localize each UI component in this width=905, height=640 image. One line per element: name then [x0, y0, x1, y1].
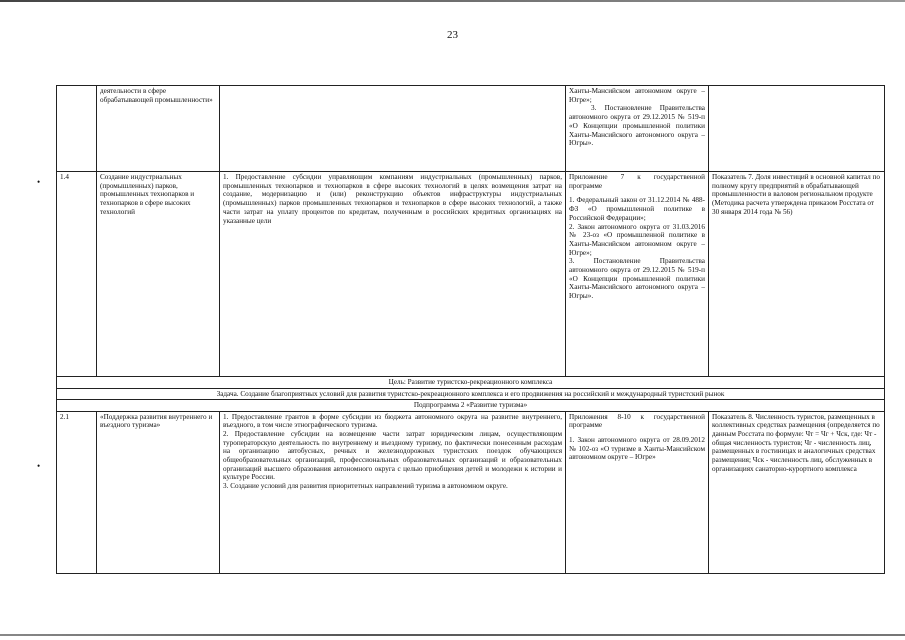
- scan-edge-top: [0, 0, 905, 2]
- task-text: Задача. Создание благоприятных условий для развития туристско-рекреационного комплекса и его продвижения на российский и международный туристский рынок: [57, 388, 885, 400]
- row-name: «Поддержка развития внутреннего и въездного туризма»: [97, 411, 220, 573]
- table-row: [57, 411, 885, 573]
- doc-item: 2. Закон автономного округа от 31.03.2016 № 23-оз «О промышленной политике в Ханты-Мансийском автономном округе – Югре»;: [569, 222, 705, 257]
- row-docs: [566, 172, 709, 377]
- measure-item: 2. Предоставление субсидии на возмещение части затрат юридическим лицам, осуществляющим туроператорскую деятельность по внутреннему и въездному туризму, по фактически понесенным расходам на организацию автобусных, речных и железнодорожных туристских поездок обучающихся общеобразовательных организаций, профессиональных образовательных организаций и образовательных организаций высшего образования автономного округа с целью приобщения детей и молодежи к истории и культуре России.: [223, 429, 562, 482]
- row-docs: [566, 411, 709, 573]
- row-measures: [220, 86, 566, 172]
- doc-item: Приложение 7 к государственной программе: [569, 173, 705, 190]
- margin-mark: •: [37, 177, 41, 187]
- doc-item: 3. Постановление Правительства автономного округа от 29.12.2015 № 519-п «О Концепции промышленной политики Ханты-Мансийского автономного округа – Югры».: [569, 257, 705, 301]
- table-row: [57, 172, 885, 377]
- row-indicator: [709, 86, 885, 172]
- goal-row: [57, 377, 885, 389]
- subprogram-text: Подпрограмма 2 «Развитие туризма»: [57, 400, 885, 412]
- program-table: [56, 85, 885, 574]
- row-indicator: Показатель 8. Численность туристов, размещенных в коллективных средствах размещения (определяется по данным Росстата по формуле: Чт = Чг + Чск, где: Чт - общая численность туристов; Чг - численность лиц, размещенных в гостиницах и аналогичных средствах размещения; Чск - численность лиц, обслуженных в организациях санаторно-курортного комплекса: [709, 411, 885, 573]
- measure-item: 1. Предоставление грантов в форме субсидии из бюджета автономного округа на развитие внутреннего, въездного, в том числе этнографического туризма.: [223, 412, 562, 430]
- page-number: 23: [447, 29, 458, 41]
- row-number: 1.4: [57, 172, 97, 377]
- measure-item: 1. Предоставление субсидии управляющим компаниям индустриальных (промышленных) парков, промышленных технопарков и технопарков в сфере высоких технологий в целях возмещения затрат на создание, модернизацию и (или) реконструкцию объектов инфраструктуры индустриальных (промышленных) парков промышленных технопарков и технопарков в сфере высоких технологий, а также части затрат на уплату процентов по кредитам, полученным в российских кредитных организациях на указанные цели: [223, 173, 562, 225]
- row-indicator: Показатель 7. Доля инвестиций в основной капитал по полному кругу предприятий в обрабатывающей промышленности в валовом региональном продукте (Методика расчета утверждена приказом Росстата от 30 января 2014 года № 56): [709, 172, 885, 377]
- task-row: [57, 388, 885, 400]
- doc-item: 1. Федеральный закон от 31.12.2014 № 488-ФЗ «О промышленной политике в Российской Федерации»;: [569, 196, 705, 222]
- row-docs: [566, 86, 709, 172]
- row-measures: [220, 172, 566, 377]
- table-row: [57, 86, 885, 172]
- row-measures: [220, 411, 566, 573]
- doc-item: Приложения 8-10 к государственной программе: [569, 412, 705, 430]
- doc-item: 1. Закон автономного округа от 28.09.2012 № 102-оз «О туризме в Ханты-Мансийском автономном округе – Югре»: [569, 435, 705, 462]
- row-number: 2.1: [57, 411, 97, 573]
- row-name: деятельности в сфере обрабатывающей промышленности»: [97, 86, 220, 172]
- margin-mark: •: [37, 461, 41, 471]
- row-name: Создание индустриальных (промышленных) парков, промышленных технопарков и технопарков в сфере высоких технологий: [97, 172, 220, 377]
- row-number: [57, 86, 97, 172]
- doc-item: Ханты-Мансийском автономном округе – Югре»;: [569, 87, 705, 104]
- measure-item: 3. Создание условий для развития приоритетных направлений туризма в автономном округе.: [223, 482, 508, 491]
- doc-item: 3. Постановление Правительства автономного округа от 29.12.2015 № 519-п «О Концепции промышленной политики Ханты-Мансийского автономного округа – Югры».: [569, 104, 705, 148]
- scan-edge-bottom: [0, 634, 905, 636]
- subprogram-row: [57, 400, 885, 412]
- goal-text: Цель: Развитие туристско-рекреационного комплекса: [57, 377, 885, 389]
